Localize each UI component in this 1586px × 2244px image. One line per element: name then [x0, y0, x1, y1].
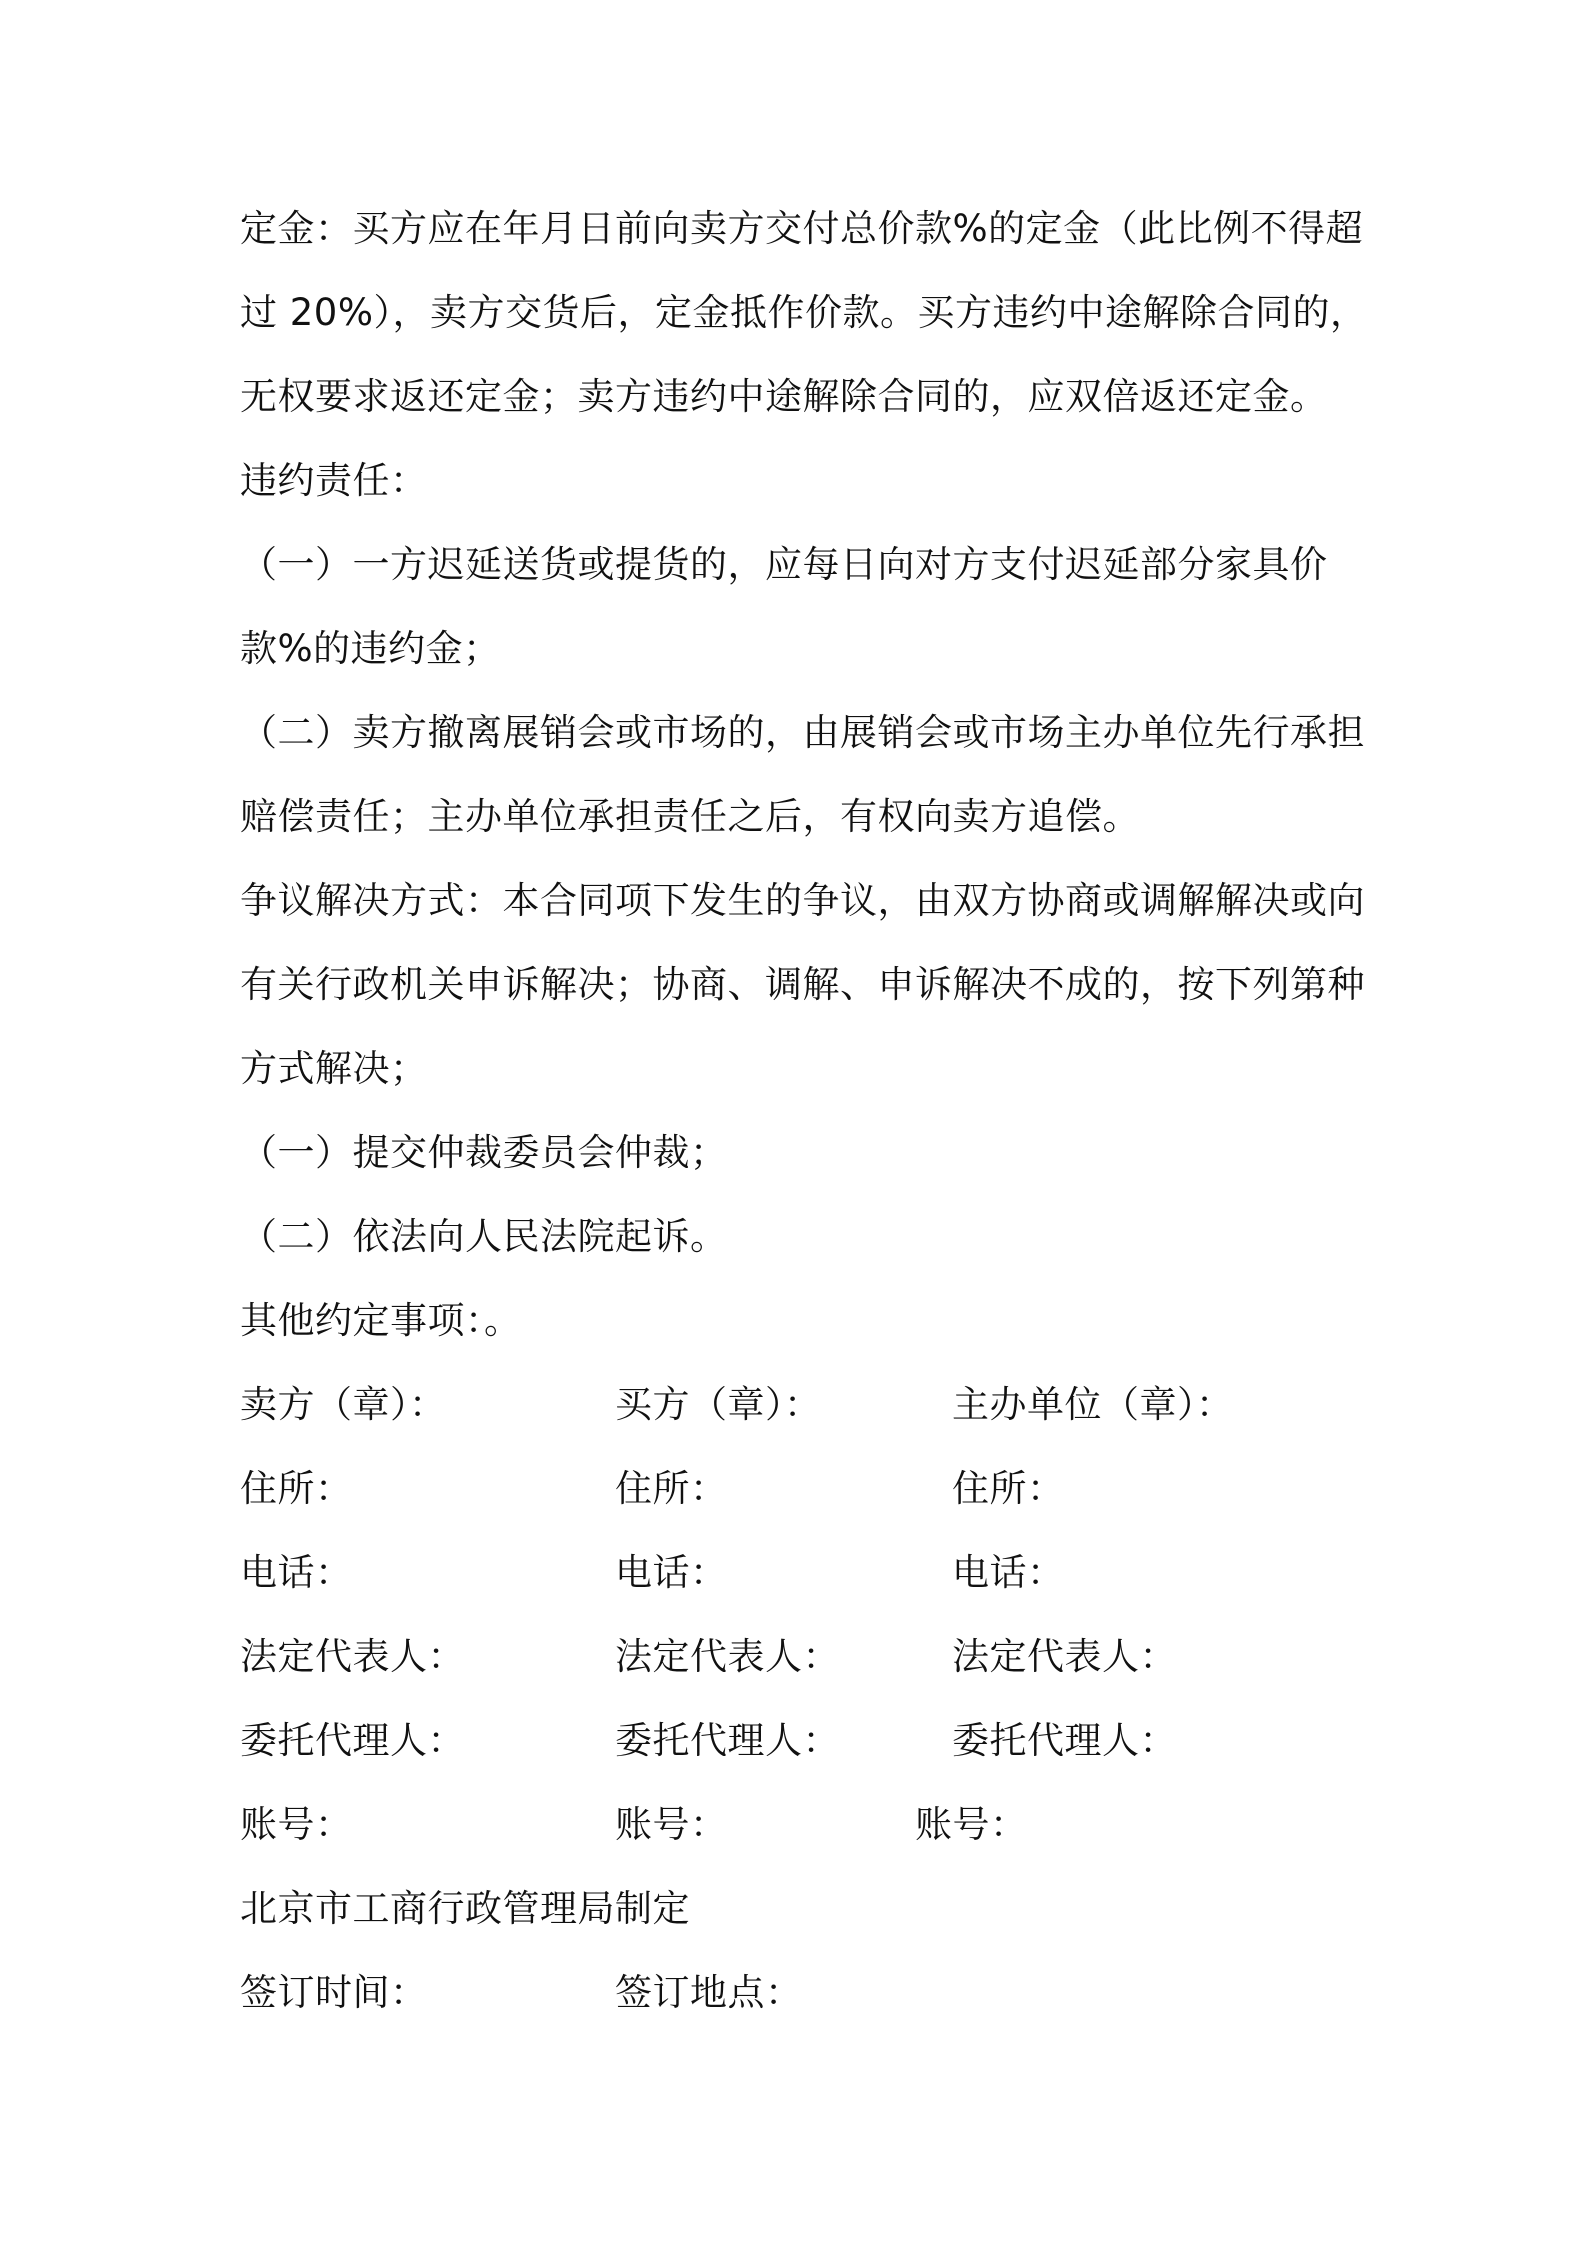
seller-phone-label: 电话： [240, 1551, 353, 1594]
liability-item-2-line-2: 赔偿责任；主办单位承担责任之后，有权向卖方追偿。 [240, 795, 1140, 838]
signing-row [240, 1968, 1360, 2018]
seller-seal-label: 卖方（章）： [240, 1383, 447, 1426]
seller-agent-label: 委托代理人： [240, 1719, 465, 1762]
sign-time-label: 签订时间： [240, 1971, 428, 2014]
deposit-clause-line-2: 过 20%），卖方交货后，定金抵作价款。买方违约中途解除合同的， [240, 291, 1368, 334]
signature-header-row [240, 1380, 1360, 1430]
dispute-clause-line-2: 有关行政机关申诉解决；协商、调解、申诉解决不成的，按下列第种 [240, 963, 1365, 1006]
seller-account-label: 账号： [240, 1803, 353, 1846]
organizer-agent-label: 委托代理人： [952, 1719, 1177, 1762]
account-row [240, 1800, 1360, 1850]
issuer-note: 北京市工商行政管理局制定 [240, 1887, 690, 1930]
other-matters: 其他约定事项：。 [240, 1299, 522, 1342]
buyer-account-label: 账号： [615, 1803, 728, 1846]
seller-address-label: 住所： [240, 1467, 353, 1510]
dispute-clause-line-3: 方式解决； [240, 1047, 428, 1090]
dispute-option-2: （二）依法向人民法院起诉。 [240, 1215, 728, 1258]
sign-place-label: 签订地点： [615, 1971, 803, 2014]
buyer-address-label: 住所： [615, 1467, 728, 1510]
organizer-address-label: 住所： [952, 1467, 1065, 1510]
phone-row [240, 1548, 1360, 1598]
deposit-clause-line-1: 定金：买方应在年月日前向卖方交付总价款%的定金（此比例不得超 [240, 207, 1364, 250]
liability-title: 违约责任： [240, 459, 428, 502]
buyer-phone-label: 电话： [615, 1551, 728, 1594]
dispute-option-1: （一）提交仲裁委员会仲裁； [240, 1131, 728, 1174]
liability-item-1-line-1: （一）一方迟延送货或提货的，应每日向对方支付迟延部分家具价 [240, 543, 1328, 586]
buyer-agent-label: 委托代理人： [615, 1719, 840, 1762]
buyer-legal-rep-label: 法定代表人： [615, 1635, 840, 1678]
liability-item-1-line-2: 款%的违约金； [240, 627, 501, 670]
deposit-clause-line-3: 无权要求返还定金；卖方违约中途解除合同的，应双倍返还定金。 [240, 375, 1328, 418]
organizer-phone-label: 电话： [952, 1551, 1065, 1594]
organizer-legal-rep-label: 法定代表人： [952, 1635, 1177, 1678]
seller-legal-rep-label: 法定代表人： [240, 1635, 465, 1678]
organizer-seal-label: 主办单位（章）： [952, 1383, 1234, 1426]
address-row [240, 1464, 1360, 1514]
dispute-clause-line-1: 争议解决方式：本合同项下发生的争议，由双方协商或调解解决或向 [240, 879, 1365, 922]
buyer-seal-label: 买方（章）： [615, 1383, 822, 1426]
liability-item-2-line-1: （二）卖方撤离展销会或市场的，由展销会或市场主办单位先行承担 [240, 711, 1365, 754]
agent-row [240, 1716, 1360, 1766]
legal-rep-row [240, 1632, 1360, 1682]
organizer-account-label: 账号： [915, 1803, 1028, 1846]
